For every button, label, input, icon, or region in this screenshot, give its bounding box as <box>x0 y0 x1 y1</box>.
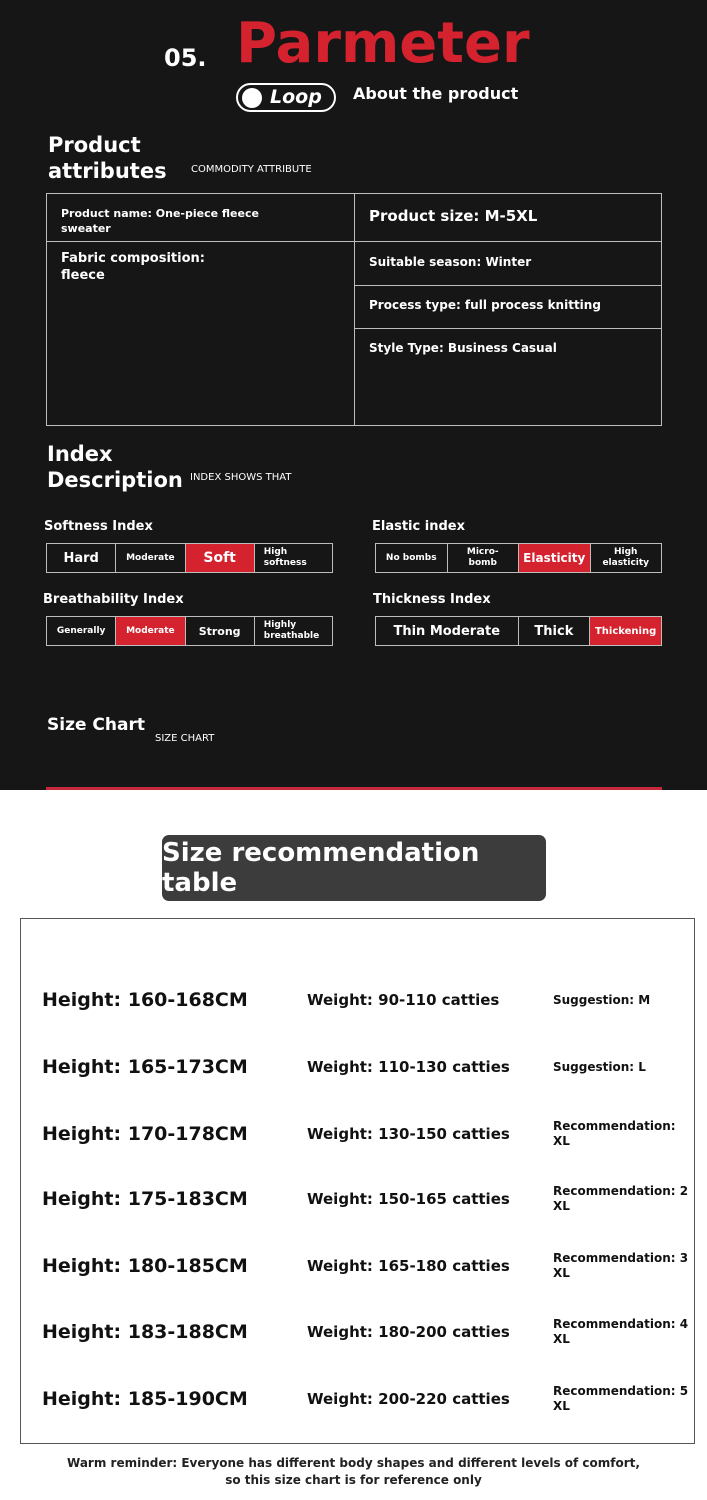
suggestion-cell: Recommendation: XL <box>553 1119 676 1148</box>
breathability-label: Breathability Index <box>43 592 184 607</box>
elastic-option: High elasticity <box>602 547 650 568</box>
index-subtitle: INDEX SHOWS THAT <box>190 472 292 483</box>
style-type: Style Type: Business Casual <box>369 341 557 355</box>
weight-cell: Weight: 150-165 catties <box>307 1190 510 1208</box>
thickness-option: Thin Moderate <box>376 617 519 645</box>
size-recommendation-title: Size recommendation table <box>162 835 546 901</box>
softness-option: Moderate <box>116 544 185 572</box>
height-cell: Height: 185-190CM <box>42 1388 248 1410</box>
table-row <box>21 1114 694 1154</box>
elastic-option-selected: Elasticity <box>519 544 591 572</box>
height-cell: Height: 165-173CM <box>42 1056 248 1078</box>
suggestion-cell: Recommendation: 4 XL <box>553 1317 689 1346</box>
height-cell: Height: 160-168CM <box>42 989 248 1011</box>
divider <box>354 285 661 286</box>
fabric-composition: Fabric composition: fleece <box>61 251 205 283</box>
table-row <box>21 1312 694 1352</box>
height-cell: Height: 183-188CM <box>42 1321 248 1343</box>
accent-divider <box>46 787 662 790</box>
elastic-label: Elastic index <box>372 519 465 534</box>
height-cell: Height: 180-185CM <box>42 1255 248 1277</box>
divider <box>354 194 355 425</box>
size-recommendation-table <box>20 918 695 1444</box>
softness-option-selected: Soft <box>186 544 255 572</box>
table-row <box>21 1179 694 1219</box>
page-title: Parmeter <box>236 11 530 76</box>
loop-label: Loop <box>270 86 322 108</box>
size-chart-subtitle: SIZE CHART <box>155 733 215 744</box>
suggestion-cell: Recommendation: 3 XL <box>553 1251 689 1280</box>
breathability-option: Strong <box>186 617 255 645</box>
elastic-option: Micro- bomb <box>448 544 520 572</box>
product-name: Product name: One-piece fleece sweater <box>61 207 259 235</box>
suggestion-cell: Suggestion: L <box>553 1059 646 1074</box>
softness-option: Hard <box>47 544 116 572</box>
attributes-table <box>46 193 662 426</box>
section-number: 05. <box>164 44 207 72</box>
about-label: About the product <box>353 84 519 103</box>
index-title: Index Description <box>47 442 183 492</box>
suitable-season: Suitable season: Winter <box>369 255 532 269</box>
weight-cell: Weight: 180-200 catties <box>307 1323 510 1341</box>
suggestion-cell: Recommendation: 2 XL <box>553 1184 689 1213</box>
suggestion-cell: Suggestion: M <box>553 992 651 1007</box>
table-row <box>21 980 694 1020</box>
size-chart-label: Size Chart <box>47 715 145 735</box>
thickness-option: Thick <box>519 617 591 645</box>
elastic-index-bar <box>375 543 662 573</box>
elastic-option: No bombs <box>376 544 448 572</box>
table-row <box>21 1379 694 1419</box>
height-cell: Height: 175-183CM <box>42 1188 248 1210</box>
table-row <box>21 1246 694 1286</box>
breathability-option: Highly breathable <box>263 620 320 641</box>
breathability-option-selected: Moderate <box>116 617 185 645</box>
thickness-index-bar <box>375 616 662 646</box>
loop-dot-icon <box>242 88 262 108</box>
weight-cell: Weight: 200-220 catties <box>307 1390 510 1408</box>
warm-reminder: Warm reminder: Everyone has different body shapes and different levels of comfort, so this size chart is for reference only <box>67 1456 640 1487</box>
breathability-option: Generally <box>47 617 116 645</box>
product-size: Product size: M-5XL <box>369 207 538 225</box>
attributes-title: Product attributes <box>48 133 167 183</box>
thickness-option-selected: Thickening <box>590 617 661 645</box>
weight-cell: Weight: 110-130 catties <box>307 1058 510 1076</box>
height-cell: Height: 170-178CM <box>42 1123 248 1145</box>
softness-option: High softness <box>263 547 307 568</box>
weight-cell: Weight: 130-150 catties <box>307 1125 510 1143</box>
suggestion-cell: Recommendation: 5 XL <box>553 1384 689 1413</box>
softness-label: Softness Index <box>44 519 153 534</box>
divider <box>354 328 661 329</box>
process-type: Process type: full process knitting <box>369 298 601 312</box>
weight-cell: Weight: 165-180 catties <box>307 1257 510 1275</box>
breathability-index-bar <box>46 616 333 646</box>
softness-index-bar <box>46 543 333 573</box>
attributes-subtitle: COMMODITY ATTRIBUTE <box>191 164 312 175</box>
table-row <box>21 1047 694 1087</box>
loop-badge <box>236 83 336 112</box>
thickness-label: Thickness Index <box>373 592 491 607</box>
divider <box>47 241 661 242</box>
weight-cell: Weight: 90-110 catties <box>307 991 500 1009</box>
